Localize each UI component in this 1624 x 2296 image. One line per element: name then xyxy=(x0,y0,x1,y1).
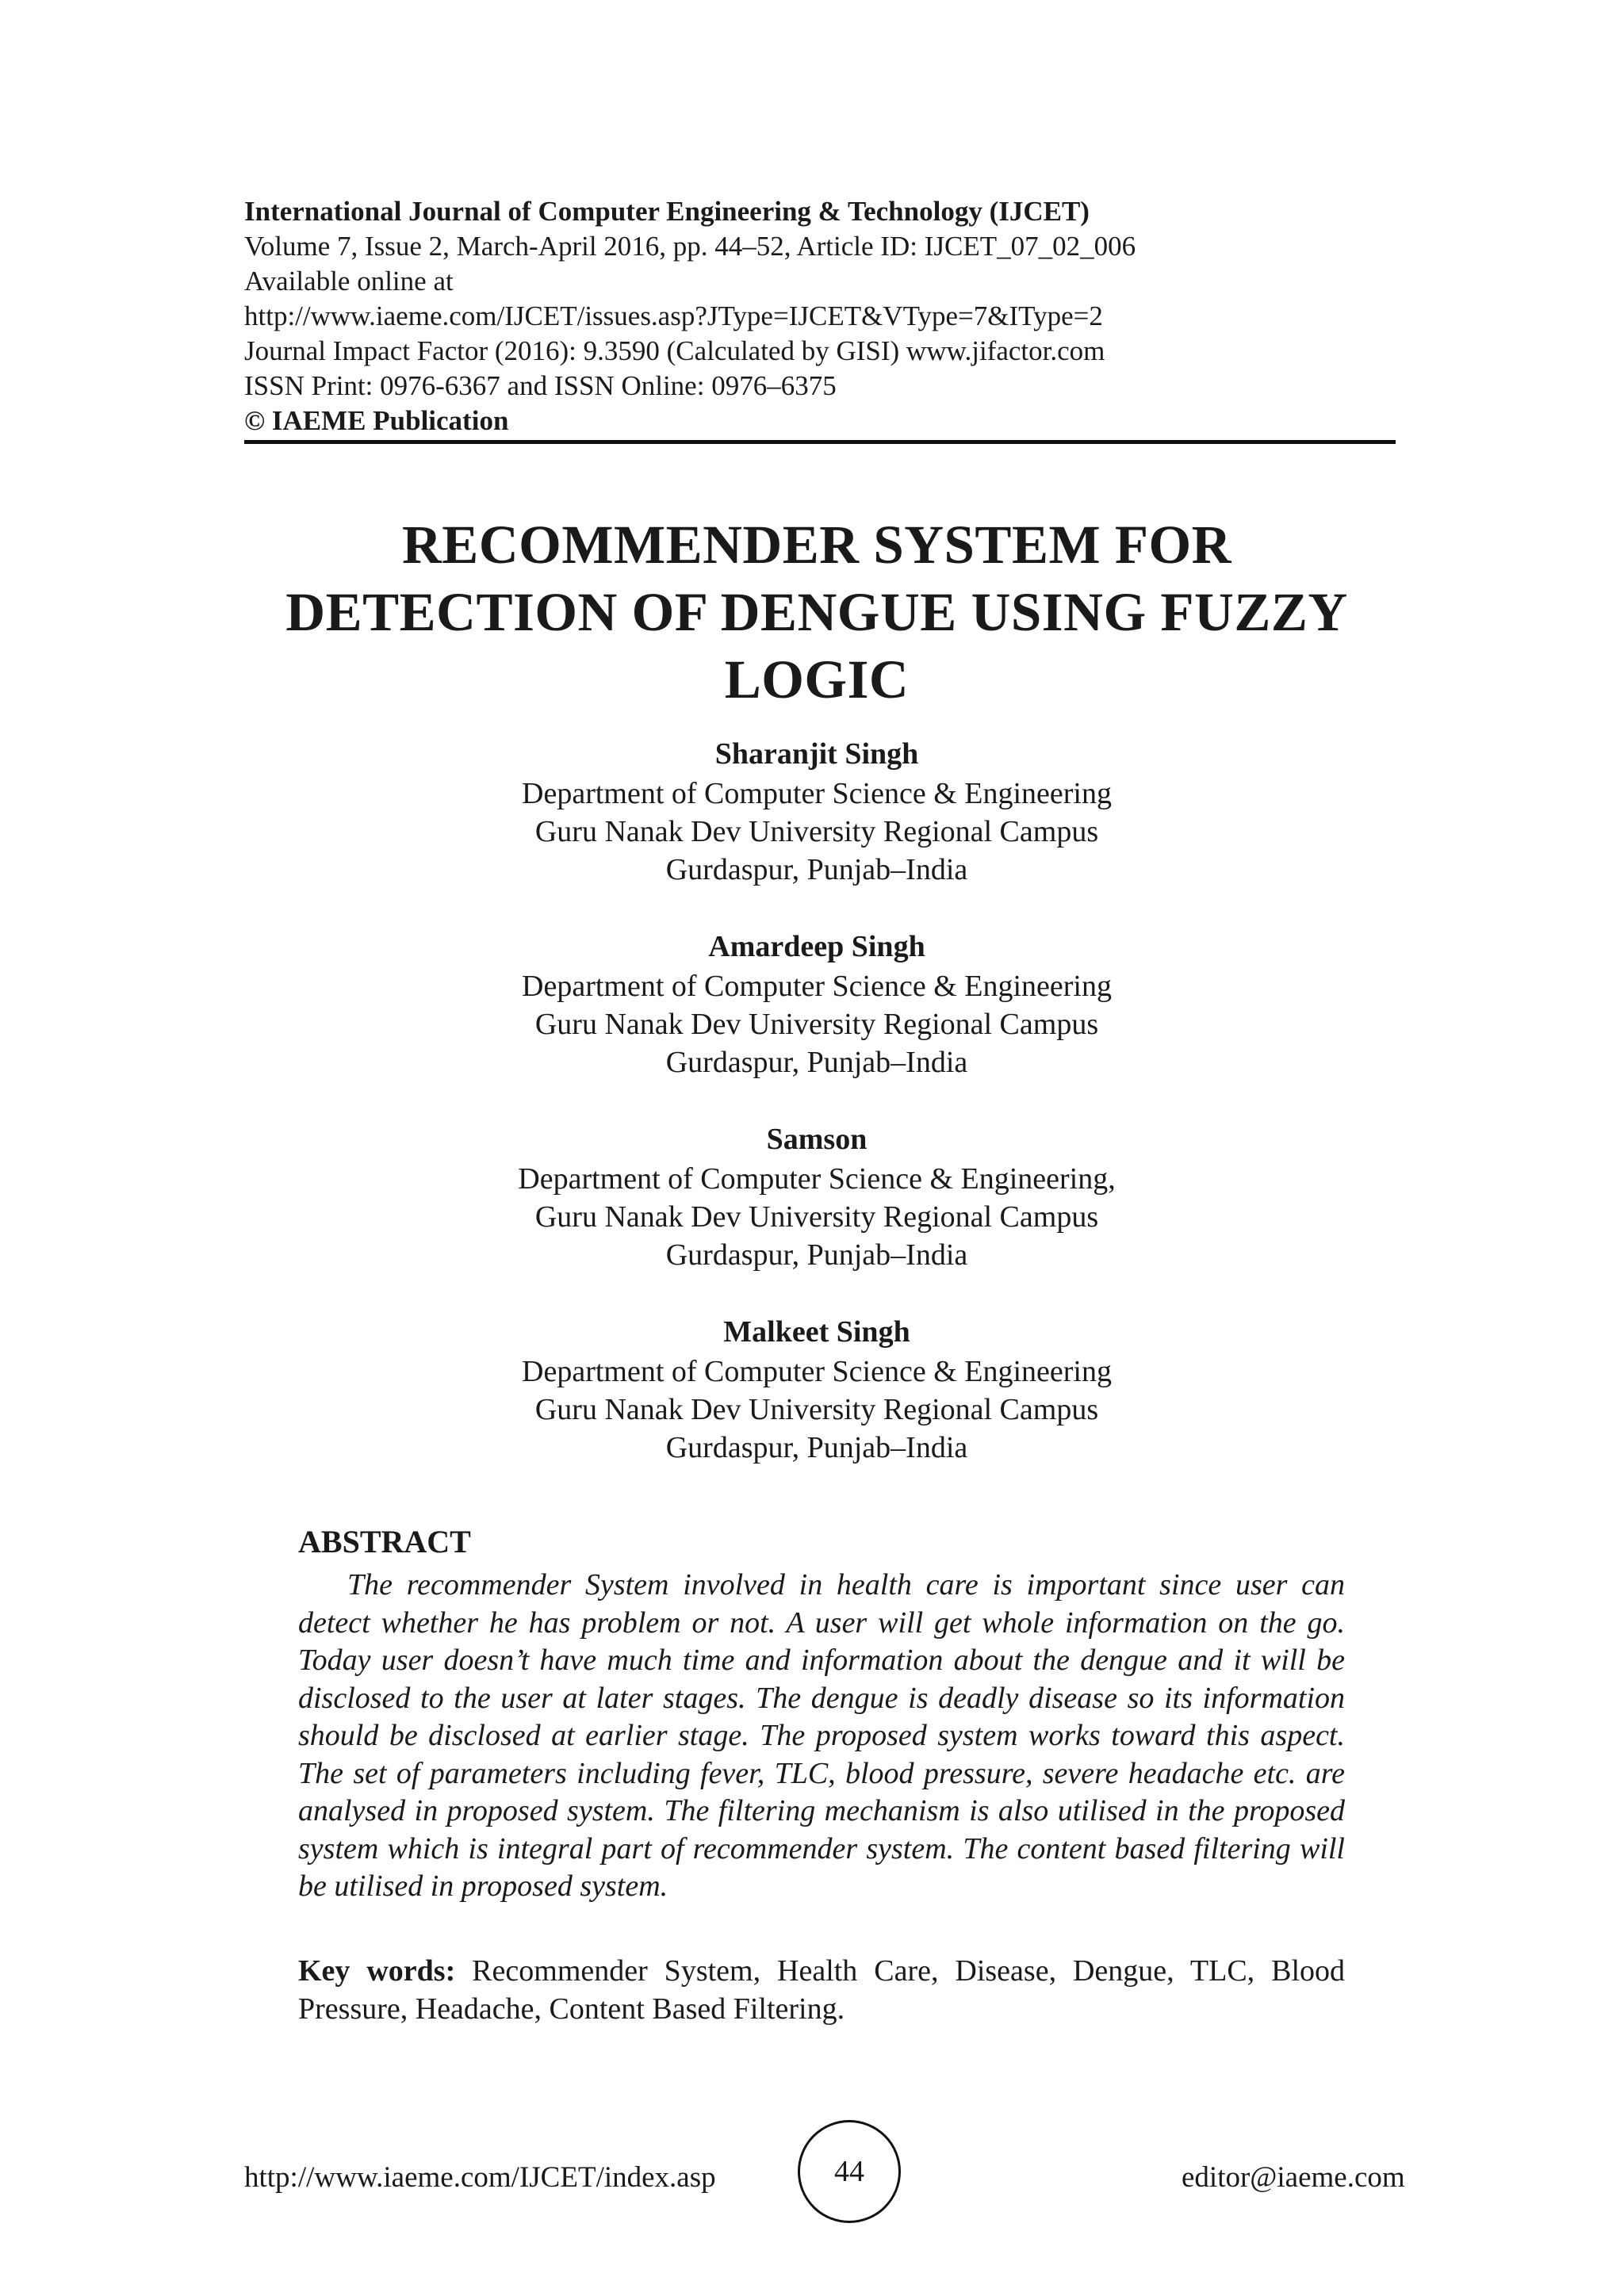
available-online-label: Available online at xyxy=(244,266,454,297)
title-line-3: LOGIC xyxy=(724,649,910,710)
journal-header xyxy=(244,194,1394,438)
abstract-text: The recommender System involved in health care is important since user can detect whether he has problem or not. A user will get whole information on the go. Today user doesn’t have much time and information about the dengue and it will be disclosed to the user at later stages. The dengue is deadly disease so its information should be disclosed at earlier stage. The proposed system works toward this aspect. The set of parameters including fever, TLC, blood pressure, severe headache etc. are analysed in proposed system. The filtering mechanism is also utilised in the proposed system which is integral part of recommender system. The content based filtering will be utilised in proposed system. xyxy=(298,1568,1345,1903)
author-university: Guru Nanak Dev University Regional Campus xyxy=(534,1200,1099,1234)
author-block xyxy=(238,733,1396,926)
author-block xyxy=(238,926,1396,1119)
title-line-1: RECOMMENDER SYSTEM FOR xyxy=(401,515,1232,575)
author-block xyxy=(238,1119,1396,1311)
paper-title xyxy=(238,511,1396,714)
issn-line: ISSN Print: 0976-6367 and ISSN Online: 0976–6375 xyxy=(244,370,837,401)
author-location: Gurdaspur, Punjab–India xyxy=(665,1431,968,1464)
header-divider xyxy=(244,440,1396,444)
page-number xyxy=(798,2120,901,2223)
journal-volume: Volume 7, Issue 2, March-April 2016, pp. 44–52, Article ID: IJCET_07_02_006 xyxy=(244,231,1136,262)
footer-url[interactable]: http://www.iaeme.com/IJCET/index.asp xyxy=(244,2161,716,2194)
author-location: Gurdaspur, Punjab–India xyxy=(665,1238,968,1272)
author-department: Department of Computer Science & Engineering xyxy=(522,970,1112,1003)
author-university: Guru Nanak Dev University Regional Campus xyxy=(534,1008,1099,1041)
author-department: Department of Computer Science & Engineering, xyxy=(518,1162,1116,1196)
keywords-text: Recommender System, Health Care, Disease, Dengue, TLC, Blood Pressure, Headache, Content Based Filtering. xyxy=(298,1954,1346,2026)
keywords-label: Key words: xyxy=(298,1954,456,1988)
page-number-label: 44 xyxy=(834,2155,864,2188)
keywords xyxy=(298,1952,1345,2028)
publisher-line: © IAEME Publication xyxy=(244,405,509,436)
author-name: Sharanjit Singh xyxy=(714,737,919,771)
abstract-heading: ABSTRACT xyxy=(298,1524,471,1559)
author-university: Guru Nanak Dev University Regional Campus xyxy=(534,815,1099,848)
title-line-2: DETECTION OF DENGUE USING FUZZY xyxy=(285,582,1348,642)
impact-factor: Journal Impact Factor (2016): 9.3590 (Calculated by GISI) www.jifactor.com xyxy=(244,335,1105,366)
journal-name: International Journal of Computer Engineering & Technology (IJCET) xyxy=(244,196,1090,227)
author-department: Department of Computer Science & Engineering xyxy=(522,1355,1112,1388)
author-location: Gurdaspur, Punjab–India xyxy=(665,1046,968,1079)
author-university: Guru Nanak Dev University Regional Campus xyxy=(534,1393,1099,1426)
author-department: Department of Computer Science & Engineering xyxy=(522,777,1112,810)
footer-email[interactable]: editor@iaeme.com xyxy=(1182,2161,1405,2194)
author-name: Amardeep Singh xyxy=(708,930,925,963)
author-name: Samson xyxy=(766,1123,868,1156)
author-list xyxy=(238,733,1396,1504)
author-name: Malkeet Singh xyxy=(723,1315,910,1349)
issue-url[interactable]: http://www.iaeme.com/IJCET/issues.asp?JType=IJCET&VType=7&IType=2 xyxy=(244,300,1103,331)
author-location: Gurdaspur, Punjab–India xyxy=(665,853,968,886)
author-block xyxy=(238,1311,1396,1504)
